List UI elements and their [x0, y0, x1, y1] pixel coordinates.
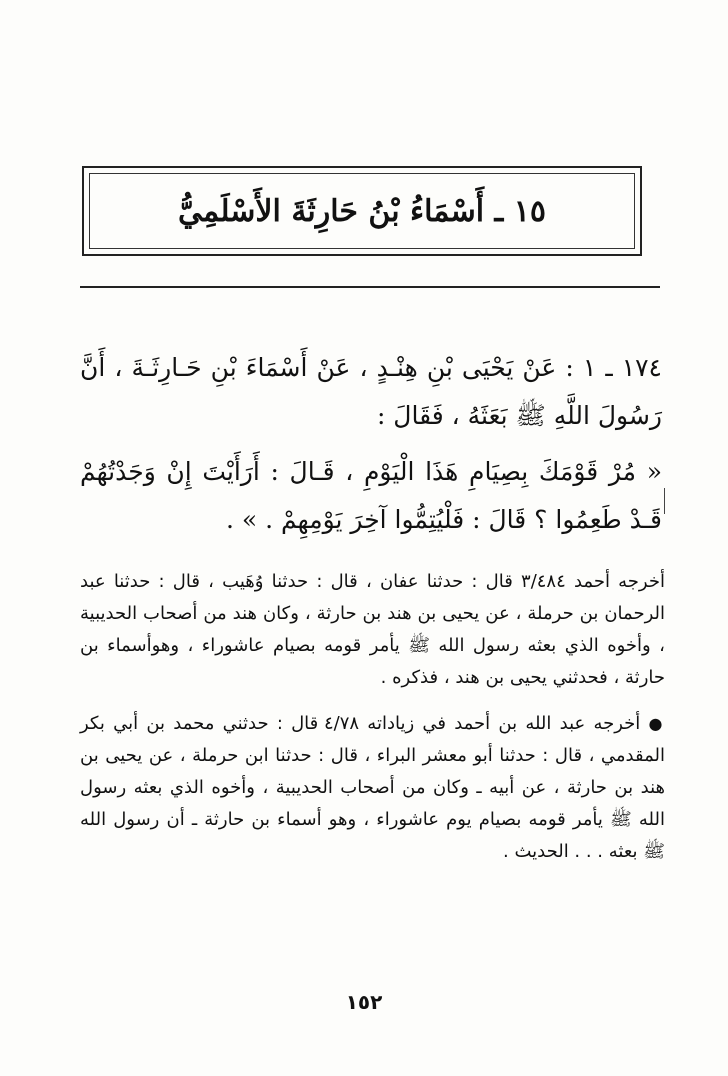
hadith-chain: ١٧٤ ـ ١ : عَنْ يَحْيَى بْنِ هِنْـدٍ ، عَنْ أَسْمَاءَ بْنِ حَـارِثَـةَ ، أَنَّ رَسُولَ اللَّهِ ﷺ بَعَثَهُ ، فَقَالَ : — [80, 353, 662, 430]
section-divider — [80, 286, 660, 288]
chapter-title-inner-frame — [89, 173, 635, 249]
margin-mark — [664, 488, 665, 514]
chapter-title: ١٥ ـ أَسْمَاءُ بْنُ حَارِثَةَ الأَسْلَمِيُّ — [178, 193, 546, 229]
takhrij-note-1: أخرجه أحمد ٣/٤٨٤ قال : حدثنا عفان ، قال : حدثنا وُهَيب ، قال : حدثنا عبد الرحمان بن حرملة ، عن يحيى بن هند بن حارثة ، وكان هند من أصحاب الحديبية ، وأخوه الذي بعثه رسول الله ﷺ يأمر قومه بصيام عاشوراء ، وهوأسماء بن حارثة ، فحدثني يحيى بن هند ، فذكره . — [80, 571, 665, 688]
bullet-icon: ● — [648, 714, 665, 733]
hadith-quote: « مُرْ قَوْمَكَ بِصِيَامِ هَذَا الْيَوْمِ ، قَـالَ : أَرَأَيْتَ إِنْ وَجَدْتُهُمْ قَـدْ طَعِمُوا ؟ قَالَ : فَلْيُتِمُّوا آخِرَ يَوْمِهِمْ . » . — [80, 457, 663, 534]
takhrij-notes — [80, 566, 665, 868]
hadith-text — [80, 344, 662, 544]
page-number: ١٥٢ — [345, 990, 383, 1014]
takhrij-note-2-text: أخرجه عبد الله بن أحمد في زياداته ٤/٧٨ قال : حدثني محمد بن أبي بكر المقدمي ، قال : حدثنا أبو معشر البراء ، قال : حدثنا ابن حرملة ، عن يحيى بن هند بن حارثة ، عن أبيه ـ وكان من أصحاب الحديبية ، وأخوه الذي بعثه رسول الله ﷺ يأمر قومه بصيام يوم عاشوراء ، وهو أسماء بن حارثة ـ أن رسول الله ﷺ بعثه . . . الحديث . — [80, 713, 665, 862]
takhrij-note-2 — [80, 708, 665, 868]
chapter-title-frame — [82, 166, 642, 256]
